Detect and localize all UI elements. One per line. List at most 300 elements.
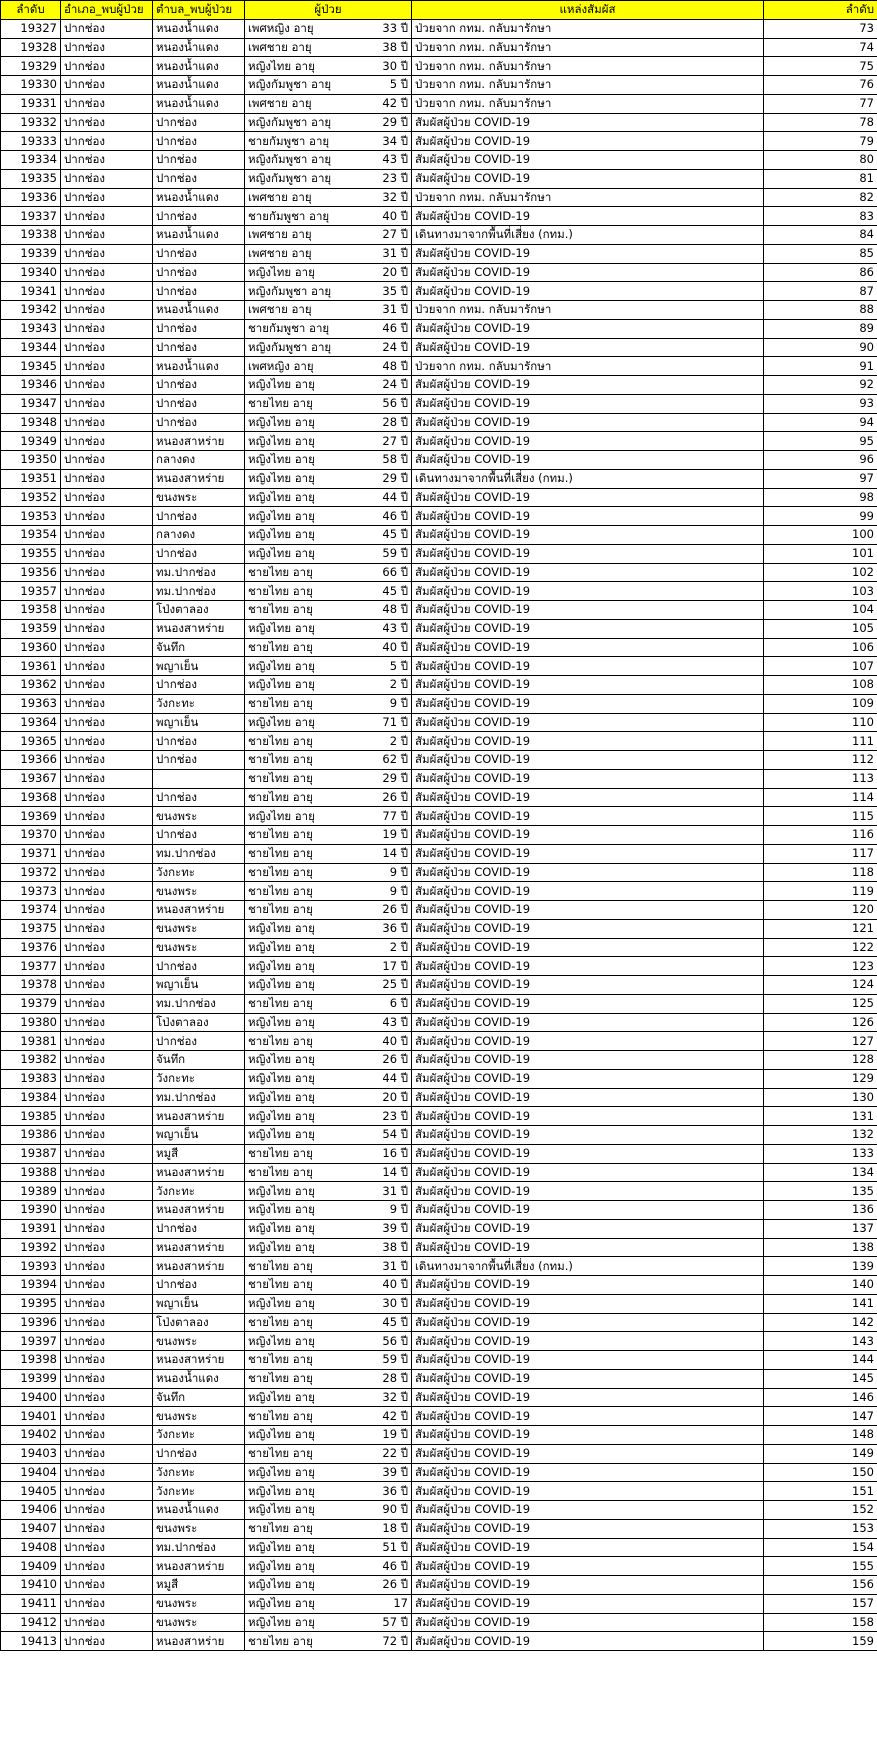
cell-district[interactable]: ปากช่อง (61, 188, 153, 207)
cell-subdistrict[interactable]: ปากช่อง (153, 957, 245, 976)
cell-patient[interactable] (245, 1538, 412, 1557)
cell-subdistrict[interactable]: กลางดง (153, 526, 245, 545)
cell-district[interactable]: ปากช่อง (61, 751, 153, 770)
cell-source[interactable]: สัมผัสผู้ป่วย COVID-19 (412, 1632, 764, 1651)
cell-subdistrict[interactable]: ทม.ปากช่อง (153, 994, 245, 1013)
cell-subdistrict[interactable]: พญาเย็น (153, 1294, 245, 1313)
cell-source[interactable]: ป่วยจาก กทม. กลับมารักษา (412, 57, 764, 76)
cell-no[interactable]: 100 (764, 526, 877, 545)
cell-subdistrict[interactable]: หนองสาหร่าย (153, 1238, 245, 1257)
cell-no[interactable]: 92 (764, 376, 877, 395)
cell-district[interactable]: ปากช่อง (61, 1369, 153, 1388)
cell-patient[interactable] (245, 1351, 412, 1370)
cell-patient[interactable] (245, 57, 412, 76)
cell-patient[interactable] (245, 1482, 412, 1501)
cell-patient[interactable] (245, 657, 412, 676)
cell-subdistrict[interactable]: ปากช่อง (153, 1444, 245, 1463)
cell-subdistrict[interactable]: วังกะทะ (153, 1182, 245, 1201)
cell-subdistrict[interactable]: ทม.ปากช่อง (153, 844, 245, 863)
cell-source[interactable]: สัมผัสผู้ป่วย COVID-19 (412, 526, 764, 545)
cell-patient[interactable] (245, 244, 412, 263)
cell-no[interactable]: 102 (764, 563, 877, 582)
cell-district[interactable]: ปากช่อง (61, 526, 153, 545)
cell-seq[interactable]: 19378 (1, 976, 61, 995)
cell-seq[interactable]: 19371 (1, 844, 61, 863)
cell-seq[interactable]: 19351 (1, 469, 61, 488)
cell-subdistrict[interactable]: ปากช่อง (153, 169, 245, 188)
cell-no[interactable]: 117 (764, 844, 877, 863)
cell-seq[interactable]: 19381 (1, 1032, 61, 1051)
cell-district[interactable]: ปากช่อง (61, 226, 153, 245)
cell-no[interactable]: 78 (764, 113, 877, 132)
cell-district[interactable]: ปากช่อง (61, 1088, 153, 1107)
cell-patient[interactable] (245, 1576, 412, 1595)
cell-source[interactable]: สัมผัสผู้ป่วย COVID-19 (412, 507, 764, 526)
cell-source[interactable]: สัมผัสผู้ป่วย COVID-19 (412, 807, 764, 826)
cell-patient[interactable] (245, 151, 412, 170)
cell-seq[interactable]: 19337 (1, 207, 61, 226)
cell-district[interactable]: ปากช่อง (61, 1426, 153, 1445)
cell-patient[interactable] (245, 1238, 412, 1257)
cell-no[interactable]: 80 (764, 151, 877, 170)
cell-district[interactable]: ปากช่อง (61, 882, 153, 901)
cell-district[interactable]: ปากช่อง (61, 1126, 153, 1145)
cell-source[interactable]: สัมผัสผู้ป่วย COVID-19 (412, 601, 764, 620)
cell-subdistrict[interactable]: หนองสาหร่าย (153, 1632, 245, 1651)
cell-seq[interactable]: 19359 (1, 619, 61, 638)
cell-subdistrict[interactable]: หนองน้ำแดง (153, 76, 245, 95)
cell-source[interactable]: สัมผัสผู้ป่วย COVID-19 (412, 1107, 764, 1126)
cell-seq[interactable]: 19375 (1, 919, 61, 938)
cell-source[interactable]: สัมผัสผู้ป่วย COVID-19 (412, 769, 764, 788)
cell-no[interactable]: 127 (764, 1032, 877, 1051)
cell-subdistrict[interactable]: หนองสาหร่าย (153, 469, 245, 488)
cell-district[interactable]: ปากช่อง (61, 1444, 153, 1463)
cell-subdistrict[interactable]: หนองน้ำแดง (153, 188, 245, 207)
cell-district[interactable]: ปากช่อง (61, 919, 153, 938)
cell-subdistrict[interactable]: หนองสาหร่าย (153, 432, 245, 451)
cell-source[interactable]: สัมผัสผู้ป่วย COVID-19 (412, 1426, 764, 1445)
cell-patient[interactable] (245, 413, 412, 432)
cell-source[interactable]: สัมผัสผู้ป่วย COVID-19 (412, 1126, 764, 1145)
cell-no[interactable]: 140 (764, 1276, 877, 1295)
cell-subdistrict[interactable]: ทม.ปากช่อง (153, 1538, 245, 1557)
cell-no[interactable]: 155 (764, 1557, 877, 1576)
cell-no[interactable]: 106 (764, 638, 877, 657)
cell-source[interactable]: เดินทางมาจากพื้นที่เสี่ยง (กทม.) (412, 226, 764, 245)
cell-patient[interactable] (245, 1444, 412, 1463)
cell-no[interactable]: 94 (764, 413, 877, 432)
cell-district[interactable]: ปากช่อง (61, 1557, 153, 1576)
cell-subdistrict[interactable]: ขนงพระ (153, 938, 245, 957)
cell-source[interactable]: สัมผัสผู้ป่วย COVID-19 (412, 1182, 764, 1201)
cell-no[interactable]: 157 (764, 1594, 877, 1613)
cell-district[interactable]: ปากช่อง (61, 1107, 153, 1126)
cell-patient[interactable] (245, 1632, 412, 1651)
cell-source[interactable]: สัมผัสผู้ป่วย COVID-19 (412, 376, 764, 395)
cell-district[interactable]: ปากช่อง (61, 938, 153, 957)
header-patient[interactable]: ผู้ป่วย (245, 1, 412, 20)
cell-district[interactable]: ปากช่อง (61, 863, 153, 882)
cell-source[interactable]: สัมผัสผู้ป่วย COVID-19 (412, 544, 764, 563)
cell-no[interactable]: 76 (764, 76, 877, 95)
cell-source[interactable]: สัมผัสผู้ป่วย COVID-19 (412, 1294, 764, 1313)
cell-source[interactable]: ป่วยจาก กทม. กลับมารักษา (412, 301, 764, 320)
cell-subdistrict[interactable]: วังกะทะ (153, 1426, 245, 1445)
cell-subdistrict[interactable]: ขนงพระ (153, 1407, 245, 1426)
cell-no[interactable]: 91 (764, 357, 877, 376)
cell-seq[interactable]: 19391 (1, 1219, 61, 1238)
cell-seq[interactable]: 19358 (1, 601, 61, 620)
cell-district[interactable]: ปากช่อง (61, 132, 153, 151)
cell-patient[interactable] (245, 863, 412, 882)
cell-source[interactable]: สัมผัสผู้ป่วย COVID-19 (412, 732, 764, 751)
cell-patient[interactable] (245, 376, 412, 395)
cell-source[interactable]: สัมผัสผู้ป่วย COVID-19 (412, 1576, 764, 1595)
cell-subdistrict[interactable]: ปากช่อง (153, 132, 245, 151)
cell-source[interactable]: สัมผัสผู้ป่วย COVID-19 (412, 1238, 764, 1257)
cell-no[interactable]: 130 (764, 1088, 877, 1107)
cell-patient[interactable] (245, 1369, 412, 1388)
cell-seq[interactable]: 19339 (1, 244, 61, 263)
cell-subdistrict[interactable]: ขนงพระ (153, 1519, 245, 1538)
cell-subdistrict[interactable]: พญาเย็น (153, 713, 245, 732)
cell-seq[interactable]: 19399 (1, 1369, 61, 1388)
cell-patient[interactable] (245, 1219, 412, 1238)
cell-district[interactable]: ปากช่อง (61, 1501, 153, 1520)
cell-no[interactable]: 144 (764, 1351, 877, 1370)
cell-patient[interactable] (245, 76, 412, 95)
cell-subdistrict[interactable]: วังกะทะ (153, 863, 245, 882)
cell-seq[interactable]: 19355 (1, 544, 61, 563)
cell-district[interactable]: ปากช่อง (61, 732, 153, 751)
cell-no[interactable]: 81 (764, 169, 877, 188)
cell-subdistrict[interactable]: ปากช่อง (153, 394, 245, 413)
cell-patient[interactable] (245, 544, 412, 563)
cell-source[interactable]: สัมผัสผู้ป่วย COVID-19 (412, 1332, 764, 1351)
cell-no[interactable]: 131 (764, 1107, 877, 1126)
cell-no[interactable]: 149 (764, 1444, 877, 1463)
cell-seq[interactable]: 19373 (1, 882, 61, 901)
cell-subdistrict[interactable]: หนองสาหร่าย (153, 1557, 245, 1576)
cell-subdistrict[interactable]: จันทึก (153, 1388, 245, 1407)
cell-subdistrict[interactable]: ทม.ปากช่อง (153, 582, 245, 601)
cell-seq[interactable]: 19385 (1, 1107, 61, 1126)
cell-patient[interactable] (245, 1182, 412, 1201)
cell-subdistrict[interactable]: หนองสาหร่าย (153, 619, 245, 638)
cell-source[interactable]: สัมผัสผู้ป่วย COVID-19 (412, 338, 764, 357)
cell-seq[interactable]: 19401 (1, 1407, 61, 1426)
cell-district[interactable]: ปากช่อง (61, 563, 153, 582)
cell-subdistrict[interactable]: จันทึก (153, 1051, 245, 1070)
cell-district[interactable]: ปากช่อง (61, 1538, 153, 1557)
cell-subdistrict[interactable]: ปากช่อง (153, 263, 245, 282)
cell-subdistrict[interactable]: หมูสี (153, 1576, 245, 1595)
cell-district[interactable]: ปากช่อง (61, 1144, 153, 1163)
cell-no[interactable]: 138 (764, 1238, 877, 1257)
cell-subdistrict[interactable]: หนองน้ำแดง (153, 94, 245, 113)
cell-source[interactable]: สัมผัสผู้ป่วย COVID-19 (412, 1144, 764, 1163)
cell-seq[interactable]: 19370 (1, 826, 61, 845)
cell-source[interactable]: สัมผัสผู้ป่วย COVID-19 (412, 619, 764, 638)
cell-seq[interactable]: 19341 (1, 282, 61, 301)
cell-source[interactable]: เดินทางมาจากพื้นที่เสี่ยง (กทม.) (412, 469, 764, 488)
cell-district[interactable]: ปากช่อง (61, 657, 153, 676)
cell-no[interactable]: 159 (764, 1632, 877, 1651)
cell-subdistrict[interactable]: ขนงพระ (153, 1332, 245, 1351)
cell-source[interactable]: ป่วยจาก กทม. กลับมารักษา (412, 19, 764, 38)
cell-seq[interactable]: 19372 (1, 863, 61, 882)
cell-source[interactable]: สัมผัสผู้ป่วย COVID-19 (412, 1407, 764, 1426)
cell-source[interactable]: สัมผัสผู้ป่วย COVID-19 (412, 1557, 764, 1576)
cell-district[interactable]: ปากช่อง (61, 151, 153, 170)
cell-district[interactable]: ปากช่อง (61, 394, 153, 413)
cell-patient[interactable] (245, 1519, 412, 1538)
cell-source[interactable]: สัมผัสผู้ป่วย COVID-19 (412, 151, 764, 170)
cell-patient[interactable] (245, 1463, 412, 1482)
cell-district[interactable]: ปากช่อง (61, 769, 153, 788)
cell-subdistrict[interactable]: หนองสาหร่าย (153, 1163, 245, 1182)
cell-no[interactable]: 134 (764, 1163, 877, 1182)
cell-seq[interactable]: 19402 (1, 1426, 61, 1445)
cell-source[interactable]: สัมผัสผู้ป่วย COVID-19 (412, 1369, 764, 1388)
cell-seq[interactable]: 19346 (1, 376, 61, 395)
cell-no[interactable]: 129 (764, 1069, 877, 1088)
cell-no[interactable]: 77 (764, 94, 877, 113)
cell-no[interactable]: 87 (764, 282, 877, 301)
cell-source[interactable]: ป่วยจาก กทม. กลับมารักษา (412, 357, 764, 376)
cell-source[interactable]: สัมผัสผู้ป่วย COVID-19 (412, 1501, 764, 1520)
cell-subdistrict[interactable]: ปากช่อง (153, 544, 245, 563)
cell-patient[interactable] (245, 694, 412, 713)
cell-seq[interactable]: 19393 (1, 1257, 61, 1276)
cell-district[interactable]: ปากช่อง (61, 1032, 153, 1051)
cell-subdistrict[interactable]: ปากช่อง (153, 151, 245, 170)
cell-no[interactable]: 109 (764, 694, 877, 713)
cell-no[interactable]: 103 (764, 582, 877, 601)
cell-no[interactable]: 158 (764, 1613, 877, 1632)
cell-no[interactable]: 147 (764, 1407, 877, 1426)
cell-patient[interactable] (245, 844, 412, 863)
cell-source[interactable]: สัมผัสผู้ป่วย COVID-19 (412, 1051, 764, 1070)
cell-patient[interactable] (245, 451, 412, 470)
cell-patient[interactable] (245, 563, 412, 582)
cell-seq[interactable]: 19410 (1, 1576, 61, 1595)
cell-source[interactable]: สัมผัสผู้ป่วย COVID-19 (412, 319, 764, 338)
cell-patient[interactable] (245, 1594, 412, 1613)
cell-source[interactable]: ป่วยจาก กทม. กลับมารักษา (412, 94, 764, 113)
cell-seq[interactable]: 19365 (1, 732, 61, 751)
cell-district[interactable]: ปากช่อง (61, 1163, 153, 1182)
cell-seq[interactable]: 19361 (1, 657, 61, 676)
cell-district[interactable]: ปากช่อง (61, 1351, 153, 1370)
cell-source[interactable]: สัมผัสผู้ป่วย COVID-19 (412, 1013, 764, 1032)
cell-patient[interactable] (245, 526, 412, 545)
cell-source[interactable]: สัมผัสผู้ป่วย COVID-19 (412, 788, 764, 807)
cell-patient[interactable] (245, 1332, 412, 1351)
cell-source[interactable]: สัมผัสผู้ป่วย COVID-19 (412, 994, 764, 1013)
cell-no[interactable]: 79 (764, 132, 877, 151)
cell-no[interactable]: 136 (764, 1201, 877, 1220)
cell-seq[interactable]: 19340 (1, 263, 61, 282)
cell-patient[interactable] (245, 1257, 412, 1276)
cell-subdistrict[interactable]: ปากช่อง (153, 1032, 245, 1051)
cell-no[interactable]: 121 (764, 919, 877, 938)
cell-source[interactable]: สัมผัสผู้ป่วย COVID-19 (412, 1219, 764, 1238)
cell-source[interactable]: สัมผัสผู้ป่วย COVID-19 (412, 938, 764, 957)
cell-source[interactable]: สัมผัสผู้ป่วย COVID-19 (412, 1032, 764, 1051)
cell-subdistrict[interactable]: หนองน้ำแดง (153, 301, 245, 320)
cell-seq[interactable]: 19384 (1, 1088, 61, 1107)
cell-subdistrict[interactable]: หนองน้ำแดง (153, 1369, 245, 1388)
cell-no[interactable]: 132 (764, 1126, 877, 1145)
cell-patient[interactable] (245, 507, 412, 526)
cell-patient[interactable] (245, 1088, 412, 1107)
cell-no[interactable]: 116 (764, 826, 877, 845)
cell-no[interactable]: 108 (764, 676, 877, 695)
cell-source[interactable]: สัมผัสผู้ป่วย COVID-19 (412, 132, 764, 151)
cell-seq[interactable]: 19408 (1, 1538, 61, 1557)
cell-seq[interactable]: 19332 (1, 113, 61, 132)
cell-source[interactable]: สัมผัสผู้ป่วย COVID-19 (412, 1276, 764, 1295)
cell-seq[interactable]: 19369 (1, 807, 61, 826)
cell-district[interactable]: ปากช่อง (61, 582, 153, 601)
cell-source[interactable]: ป่วยจาก กทม. กลับมารักษา (412, 76, 764, 95)
cell-patient[interactable] (245, 1613, 412, 1632)
cell-seq[interactable]: 19398 (1, 1351, 61, 1370)
cell-source[interactable]: สัมผัสผู้ป่วย COVID-19 (412, 826, 764, 845)
cell-no[interactable]: 93 (764, 394, 877, 413)
cell-district[interactable]: ปากช่อง (61, 469, 153, 488)
cell-seq[interactable]: 19403 (1, 1444, 61, 1463)
cell-no[interactable]: 146 (764, 1388, 877, 1407)
cell-district[interactable]: ปากช่อง (61, 301, 153, 320)
cell-subdistrict[interactable]: ทม.ปากช่อง (153, 563, 245, 582)
cell-patient[interactable] (245, 976, 412, 995)
cell-patient[interactable] (245, 1069, 412, 1088)
cell-seq[interactable]: 19400 (1, 1388, 61, 1407)
cell-source[interactable]: สัมผัสผู้ป่วย COVID-19 (412, 1388, 764, 1407)
cell-no[interactable]: 126 (764, 1013, 877, 1032)
cell-source[interactable]: สัมผัสผู้ป่วย COVID-19 (412, 1201, 764, 1220)
cell-district[interactable]: ปากช่อง (61, 263, 153, 282)
cell-source[interactable]: สัมผัสผู้ป่วย COVID-19 (412, 1444, 764, 1463)
cell-seq[interactable]: 19356 (1, 563, 61, 582)
cell-subdistrict[interactable]: ปากช่อง (153, 507, 245, 526)
cell-seq[interactable]: 19354 (1, 526, 61, 545)
cell-district[interactable]: ปากช่อง (61, 357, 153, 376)
cell-seq[interactable]: 19327 (1, 19, 61, 38)
cell-no[interactable]: 133 (764, 1144, 877, 1163)
cell-source[interactable]: สัมผัสผู้ป่วย COVID-19 (412, 638, 764, 657)
cell-seq[interactable]: 19407 (1, 1519, 61, 1538)
cell-district[interactable]: ปากช่อง (61, 413, 153, 432)
cell-district[interactable]: ปากช่อง (61, 1069, 153, 1088)
cell-no[interactable]: 101 (764, 544, 877, 563)
cell-subdistrict[interactable]: โป่งตาลอง (153, 1013, 245, 1032)
cell-seq[interactable]: 19345 (1, 357, 61, 376)
cell-district[interactable]: ปากช่อง (61, 694, 153, 713)
cell-source[interactable]: สัมผัสผู้ป่วย COVID-19 (412, 263, 764, 282)
cell-subdistrict[interactable]: โป่งตาลอง (153, 601, 245, 620)
cell-subdistrict[interactable]: หนองสาหร่าย (153, 1107, 245, 1126)
cell-district[interactable]: ปากช่อง (61, 1576, 153, 1595)
cell-subdistrict[interactable]: ปากช่อง (153, 282, 245, 301)
cell-no[interactable]: 85 (764, 244, 877, 263)
cell-source[interactable]: สัมผัสผู้ป่วย COVID-19 (412, 676, 764, 695)
cell-source[interactable]: สัมผัสผู้ป่วย COVID-19 (412, 1519, 764, 1538)
cell-no[interactable]: 137 (764, 1219, 877, 1238)
cell-patient[interactable] (245, 1557, 412, 1576)
cell-subdistrict[interactable]: ปากช่อง (153, 751, 245, 770)
cell-seq[interactable]: 19334 (1, 151, 61, 170)
cell-subdistrict[interactable]: ขนงพระ (153, 1594, 245, 1613)
cell-district[interactable]: ปากช่อง (61, 826, 153, 845)
cell-patient[interactable] (245, 1426, 412, 1445)
cell-patient[interactable] (245, 38, 412, 57)
cell-no[interactable]: 82 (764, 188, 877, 207)
cell-patient[interactable] (245, 807, 412, 826)
cell-no[interactable]: 122 (764, 938, 877, 957)
cell-no[interactable]: 128 (764, 1051, 877, 1070)
cell-district[interactable]: ปากช่อง (61, 1201, 153, 1220)
cell-district[interactable]: ปากช่อง (61, 1594, 153, 1613)
cell-source[interactable]: สัมผัสผู้ป่วย COVID-19 (412, 413, 764, 432)
cell-district[interactable]: ปากช่อง (61, 619, 153, 638)
cell-district[interactable]: ปากช่อง (61, 1407, 153, 1426)
cell-no[interactable]: 124 (764, 976, 877, 995)
cell-district[interactable]: ปากช่อง (61, 807, 153, 826)
cell-source[interactable]: เดินทางมาจากพื้นที่เสี่ยง (กทม.) (412, 1257, 764, 1276)
cell-seq[interactable]: 19388 (1, 1163, 61, 1182)
cell-seq[interactable]: 19353 (1, 507, 61, 526)
cell-subdistrict[interactable]: ปากช่อง (153, 676, 245, 695)
cell-patient[interactable] (245, 788, 412, 807)
cell-source[interactable]: สัมผัสผู้ป่วย COVID-19 (412, 1594, 764, 1613)
cell-source[interactable]: สัมผัสผู้ป่วย COVID-19 (412, 282, 764, 301)
cell-no[interactable]: 148 (764, 1426, 877, 1445)
cell-source[interactable]: สัมผัสผู้ป่วย COVID-19 (412, 451, 764, 470)
cell-patient[interactable] (245, 282, 412, 301)
cell-subdistrict[interactable]: กลางดง (153, 451, 245, 470)
cell-patient[interactable] (245, 432, 412, 451)
cell-seq[interactable]: 19330 (1, 76, 61, 95)
cell-patient[interactable] (245, 826, 412, 845)
cell-no[interactable]: 73 (764, 19, 877, 38)
cell-no[interactable]: 107 (764, 657, 877, 676)
cell-patient[interactable] (245, 601, 412, 620)
cell-patient[interactable] (245, 169, 412, 188)
cell-patient[interactable] (245, 1201, 412, 1220)
cell-seq[interactable]: 19357 (1, 582, 61, 601)
cell-patient[interactable] (245, 919, 412, 938)
cell-subdistrict[interactable]: ขนงพระ (153, 488, 245, 507)
cell-no[interactable]: 141 (764, 1294, 877, 1313)
cell-district[interactable]: ปากช่อง (61, 1257, 153, 1276)
cell-seq[interactable]: 19363 (1, 694, 61, 713)
cell-subdistrict[interactable]: ปากช่อง (153, 319, 245, 338)
cell-district[interactable]: ปากช่อง (61, 244, 153, 263)
cell-subdistrict[interactable]: หนองน้ำแดง (153, 57, 245, 76)
cell-patient[interactable] (245, 957, 412, 976)
cell-seq[interactable]: 19331 (1, 94, 61, 113)
cell-patient[interactable] (245, 882, 412, 901)
cell-patient[interactable] (245, 301, 412, 320)
cell-district[interactable]: ปากช่อง (61, 544, 153, 563)
cell-seq[interactable]: 19368 (1, 788, 61, 807)
header-seq[interactable]: ลำดับ (1, 1, 61, 20)
cell-subdistrict[interactable]: หนองน้ำแดง (153, 38, 245, 57)
